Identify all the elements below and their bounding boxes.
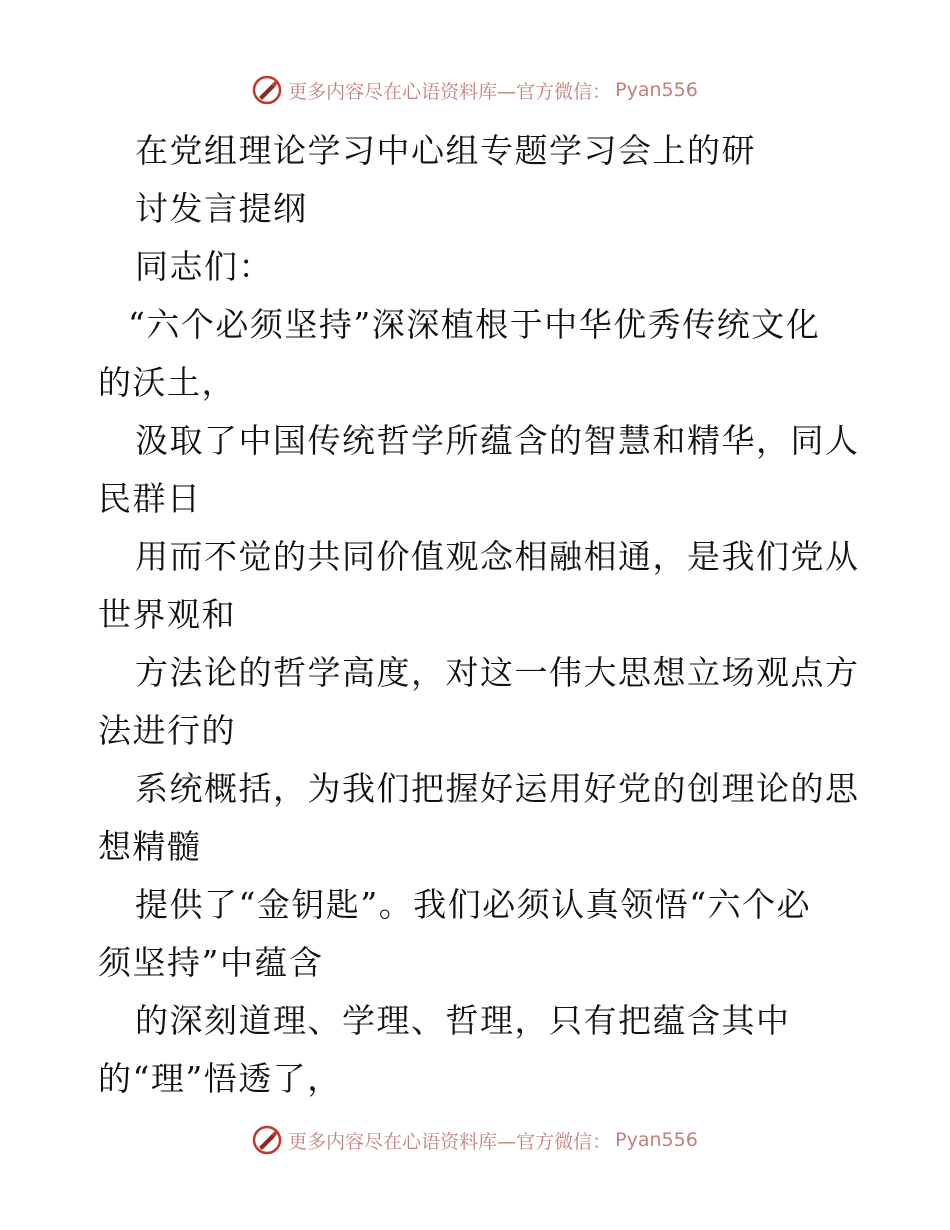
paragraph-line: 的沃土， [98, 363, 236, 402]
paragraph-line: 系统概括，为我们把握好运用好党的创理论的思 [135, 769, 860, 808]
paragraph-line: 的深刻道理、学理、哲理，只有把蕴含其中 [135, 1001, 791, 1040]
salutation: 同志们： [135, 247, 273, 286]
paragraph-line: 想精髓 [98, 827, 202, 866]
paragraph-line: 须坚持”中蕴含 [98, 943, 324, 982]
title-line-2: 讨发言提纲 [135, 189, 308, 228]
paragraph-line: 民群日 [98, 479, 202, 518]
paragraph-line: “六个必须坚持”深深植根于中华优秀传统文化 [128, 305, 821, 344]
pen-logo-icon [252, 75, 282, 105]
title-line-1: 在党组理论学习中心组专题学习会上的研 [135, 131, 756, 170]
paragraph-line: 用而不觉的共同价值观念相融相通，是我们党从 [135, 537, 860, 576]
watermark-text: 更多内容尽在心语资料库—官方微信： [288, 1130, 612, 1153]
document-body [98, 122, 858, 1108]
paragraph-line: 的“理”悟透了， [98, 1059, 342, 1098]
watermark-footer [0, 1120, 950, 1160]
pen-logo-icon [252, 1125, 282, 1155]
paragraph-line: 提供了“金钥匙”。我们必须认真领悟“六个必 [135, 885, 812, 924]
watermark-header [0, 70, 950, 110]
watermark-handle: Pyan556 [615, 79, 698, 101]
paragraph-line: 汲取了中国传统哲学所蕴含的智慧和精华，同人 [135, 421, 860, 460]
watermark-handle: Pyan556 [615, 1129, 698, 1151]
paragraph-line: 方法论的哲学高度，对这一伟大思想立场观点方 [135, 653, 860, 692]
paragraph-line: 法进行的 [98, 711, 236, 750]
paragraph-line: 世界观和 [98, 595, 236, 634]
watermark-text: 更多内容尽在心语资料库—官方微信： [288, 80, 612, 103]
